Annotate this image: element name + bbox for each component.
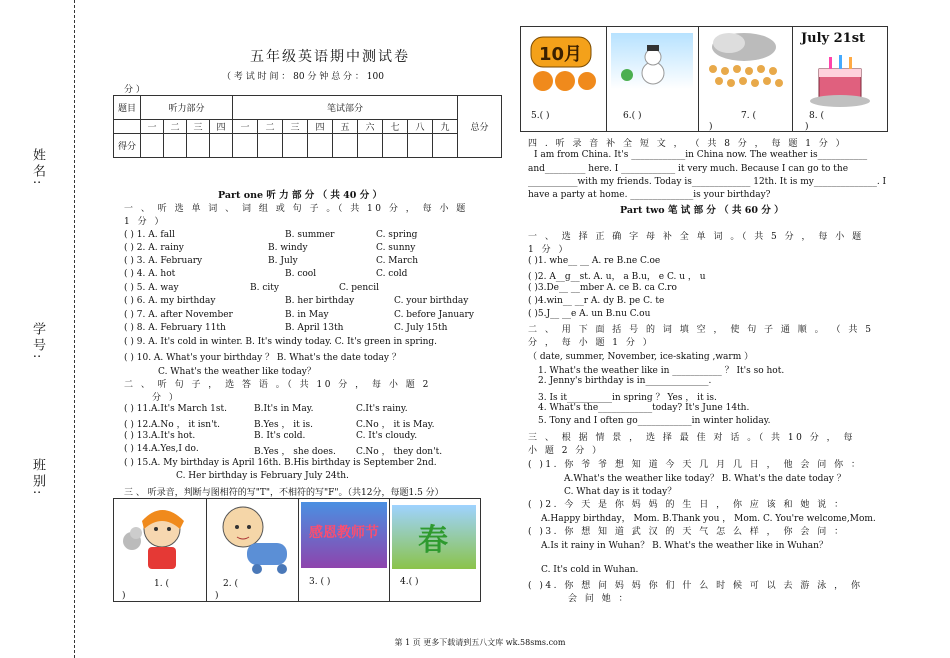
written-section3-title: 三 、 根 据 情 景 ， 选 择 最 佳 对 话 。（ 共 10 分 ， 每: [528, 433, 855, 443]
spelling-item-2: ( )2. A__g__st. A. u， a B.u， e C. u ， u: [528, 272, 706, 282]
score-cell[interactable]: [333, 134, 358, 158]
option-b: B. April 13th: [285, 323, 344, 333]
col-4: 四: [210, 120, 233, 134]
option-b: B. It's cold.: [254, 431, 306, 441]
col-6: 二: [258, 120, 283, 134]
option-b: B.Yes ， she does.: [254, 447, 336, 457]
question-5: ( ) 5. A. way: [124, 283, 179, 293]
score-label: 得分: [114, 134, 141, 158]
fill-item-1: 1. What's the weather like in ___________ ？ It's so hot.: [538, 366, 785, 376]
spelling-item-3: ( )3.De__ __mber A. ce B. ca C.ro: [528, 283, 677, 293]
col-13: 九: [433, 120, 458, 134]
spelling-item-1: ( )1. whe__ __ A. re B.ne C.oe: [528, 256, 661, 266]
question-15: ( ) 15.A. My birthday is April 16th. B.His birthday is September 2nd.: [124, 458, 437, 468]
part-two-heading: Part two 笔 试 部 分 （ 共 60 分 ）: [620, 205, 784, 216]
picture-8-answer[interactable]: 8. (: [809, 111, 824, 121]
picture-box-4: [389, 498, 481, 602]
written-section1-title: 一 、 选 择 正 确 字 母 补 全 单 词 。（ 共 5 分 ， 每 小 题: [528, 232, 864, 242]
question-6: ( ) 6. A. my birthday: [124, 296, 216, 306]
written-section1-title-2: 1 分 ）: [528, 245, 570, 255]
picture-7-answer[interactable]: 7. (: [741, 111, 756, 121]
option-c: C.No ， they don't.: [356, 447, 443, 457]
time-score-line-2: 分 ）: [124, 85, 145, 95]
spring-picture: [392, 505, 476, 569]
question-10-c: C. What's the weather like today？: [158, 367, 316, 377]
score-table: [113, 95, 502, 158]
col-12: 八: [408, 120, 433, 134]
passage-line-2: and_________ here. I ____________ it very much. Because I can go to the: [528, 164, 849, 174]
score-cell[interactable]: [210, 134, 233, 158]
dialog-question-4: ( )4. 你 想 问 妈 妈 你 们 什 么 时 候 可 以 去 游 泳 ， 你: [528, 581, 863, 591]
option-b: B. city: [250, 283, 279, 293]
question-12: ( ) 12.A.No ， it isn't.: [124, 420, 221, 430]
question-2: ( ) 2. A. rainy: [124, 243, 184, 253]
score-cell[interactable]: [358, 134, 383, 158]
option-c: C. cold: [376, 269, 408, 279]
cake-date-text: July 21st: [801, 31, 866, 46]
score-cell[interactable]: [233, 134, 258, 158]
picture-box-8: [792, 26, 888, 132]
passage-line-1: I am from China. It's ____________in China now. The weather is___________: [534, 150, 868, 160]
dialog-question-1: ( )1. 你 爷 爷 想 知 道 今 天 几 月 几 日 ， 他 会 问 你 ：: [528, 460, 863, 470]
option-b: B.It's in May.: [254, 404, 314, 414]
score-cell[interactable]: [164, 134, 187, 158]
exam-title: 五年级英语期中测试卷: [250, 49, 410, 65]
question-10: ( ) 10. A. What's your birthday ？ B. What's the date today ？: [124, 353, 401, 363]
part-one-heading: Part one 听 力 部 分 （ 共 40 分 ）: [218, 190, 383, 201]
section3-title: 三 、 听录音，判断与图相符的写"T"，不相符的写"F"。（共12分，每题1.5 分）: [124, 488, 444, 498]
question-13: ( ) 13.A.It's hot.: [124, 431, 196, 441]
section4-title: 四 . 听 录 音 补 全 短 文 ， （ 共 8 分 ， 每 题 1 分 ）: [528, 139, 848, 149]
calendar-october-picture: [521, 27, 607, 97]
birthday-cake-picture: [793, 43, 887, 117]
option-c: C. pencil: [339, 283, 379, 293]
picture-1-close: ): [122, 591, 126, 601]
dialog-question-3-c: C. It's cold in Wuhan.: [541, 565, 639, 575]
passage-line-4: have a party at home. ______________is your birthday?: [528, 190, 771, 200]
option-c: C. before January: [394, 310, 474, 320]
col-5: 一: [233, 120, 258, 134]
question-14: ( ) 14.A.Yes,I do.: [124, 444, 199, 454]
class-label: 班别:: [30, 458, 45, 498]
section1-title-2: 1 分 ）: [124, 217, 166, 227]
score-cell[interactable]: [383, 134, 408, 158]
picture-2-answer[interactable]: 2. (: [223, 579, 238, 589]
teachers-day-picture: [301, 502, 387, 568]
fill-item-4: 4. What's the____________today? It's June 14th.: [538, 403, 750, 413]
picture-box-1: [113, 498, 207, 602]
question-3: ( ) 3. A. February: [124, 256, 203, 266]
header-written: 笔试部分: [233, 96, 458, 120]
cut-line: [74, 0, 75, 658]
option-c: C.It's rainy.: [356, 404, 408, 414]
hail-cloud-picture: [699, 27, 793, 99]
col-9: 五: [333, 120, 358, 134]
option-b: B. windy: [268, 243, 308, 253]
question-4: ( ) 4. A. hot: [124, 269, 176, 279]
question-7: ( ) 7. A. after November: [124, 310, 233, 320]
dialog-question-3-ab: A.Is it rainy in Wuhan？ B. What's the weather like in Wuhan？: [541, 541, 828, 551]
spring-text: 春: [418, 523, 448, 558]
question-9: ( ) 9. A. It's cold in winter. B. It's windy today. C. It's green in spring.: [124, 337, 438, 347]
section2-title-2: 分 ）: [152, 393, 181, 403]
baby-crawling-picture: [207, 499, 298, 577]
picture-box-7: [698, 26, 793, 132]
section2-title: 二 、 听 句 子 ， 选 答 语 。（ 共 10 分 ， 每 小 题 2: [124, 380, 431, 390]
page-footer: 第 1 页 更多下载请到五八文库 wk.58sms.com: [394, 638, 566, 647]
dialog-question-4-b: 会 问 她 ：: [568, 594, 631, 604]
question-1: ( ) 1. A. fall: [124, 230, 175, 240]
picture-6-answer[interactable]: 6.( ): [623, 111, 642, 121]
spelling-item-4: ( )4.win__ __r A. dy B. pe C. te: [528, 296, 665, 306]
option-b: B. in May: [285, 310, 329, 320]
option-c: C. It's cloudy.: [356, 431, 418, 441]
option-b: B. her birthday: [285, 296, 355, 306]
fill-item-5: 5. Tony and I often go____________in winter holiday.: [538, 416, 771, 426]
teachers-day-text: 感恩教师节: [309, 525, 379, 541]
dialog-question-2: ( )2. 今 天 是 你 妈 妈 的 生 日 ， 你 应 该 和 她 说 ：: [528, 500, 846, 510]
col-11: 七: [383, 120, 408, 134]
score-cell[interactable]: [258, 134, 283, 158]
student-number-label: 学号:: [30, 322, 45, 362]
question-15-c: C. Her birthday is February July 24th.: [176, 471, 349, 481]
option-b: B. July: [268, 256, 298, 266]
option-c: C. sunny: [376, 243, 416, 253]
passage-line-3: ___________with my friends. Today is_____________ 12th. It is my______________. I: [528, 177, 887, 187]
score-cell[interactable]: [433, 134, 458, 158]
picture-5-answer[interactable]: 5.( ): [531, 111, 550, 121]
picture-3-answer[interactable]: 3. ( ): [309, 577, 331, 587]
header-tihao: 题目: [114, 96, 141, 120]
option-c: C.No ， it is May.: [356, 420, 435, 430]
dialog-question-3: ( )3. 你 想 知 道 武 汉 的 天 气 怎 么 样 ， 你 会 问 ：: [528, 527, 846, 537]
written-section2-title: 二 、 用 下 面 括 号 的 词 填 空 ， 使 句 子 通 顺 。 （ 共 5: [528, 325, 874, 335]
written-section2-title-2: 分 ， 每 小 题 1 分 ）: [528, 338, 655, 348]
picture-box-2: [206, 498, 299, 602]
option-c: C. July 15th: [394, 323, 448, 333]
col-10: 六: [358, 120, 383, 134]
col-1: 一: [141, 120, 164, 134]
col-3: 三: [187, 120, 210, 134]
dialog-question-1-c: C. What day is it today？: [564, 487, 677, 497]
header-listening: 听力部分: [141, 96, 233, 120]
score-cell[interactable]: [141, 134, 164, 158]
option-c: C. March: [376, 256, 419, 266]
picture-7-close: ): [709, 122, 713, 132]
picture-4-answer[interactable]: 4.( ): [400, 577, 419, 587]
name-label: 姓名:: [30, 148, 45, 188]
word-bank: （ date, summer, November, ice-skating ,warm ）: [528, 352, 754, 362]
picture-1-answer[interactable]: 1. (: [154, 579, 169, 589]
option-b: B. cool: [285, 269, 317, 279]
col-2: 二: [164, 120, 187, 134]
dialog-question-1-ab: A.What's the weather like today？ B. What's the date today ？: [564, 474, 846, 484]
picture-8-close: ): [805, 122, 809, 132]
written-section3-title-2: 小 题 2 分 ）: [528, 446, 604, 456]
section1-title: 一 、 听 选 单 词 、 词 组 或 句 子 。（ 共 10 分 ， 每 小 题: [124, 204, 468, 214]
score-cell[interactable]: [308, 134, 333, 158]
time-score-line: （ 考 试 时 间 ： 80 分 钟 总 分 ： 100: [222, 72, 384, 82]
score-cell[interactable]: [283, 134, 308, 158]
fill-item-3: 3. Is it__________in spring ？ Yes ， it is.: [538, 393, 717, 403]
spelling-item-5: ( )5.J__ __e A. un B.nu C.ou: [528, 309, 651, 319]
col-8: 四: [308, 120, 333, 134]
calendar-text: 10月: [539, 44, 583, 65]
dialog-question-2-options: A.Happy birthday， Mom. B.Thank you ， Mom. C. You're welcome,Mom.: [541, 514, 876, 524]
header-total: 总分: [458, 96, 502, 158]
score-cell[interactable]: [187, 134, 210, 158]
picture-box-5: [520, 26, 607, 132]
question-8: ( ) 8. A. February 11th: [124, 323, 226, 333]
fill-item-2: 2. Jenny's birthday is in______________.: [538, 376, 712, 386]
col-7: 三: [283, 120, 308, 134]
option-c: C. your birthday: [394, 296, 469, 306]
score-cell[interactable]: [408, 134, 433, 158]
snowman-picture: [611, 33, 693, 89]
picture-box-6: [606, 26, 699, 132]
option-c: C. spring: [376, 230, 418, 240]
picture-2-close: ): [215, 591, 219, 601]
option-b: B.Yes ， it is.: [254, 420, 314, 430]
option-b: B. summer: [285, 230, 335, 240]
girl-sneezing-picture: [114, 499, 206, 577]
question-11: ( ) 11.A.It's March 1st.: [124, 404, 227, 414]
picture-box-3: [298, 498, 390, 602]
